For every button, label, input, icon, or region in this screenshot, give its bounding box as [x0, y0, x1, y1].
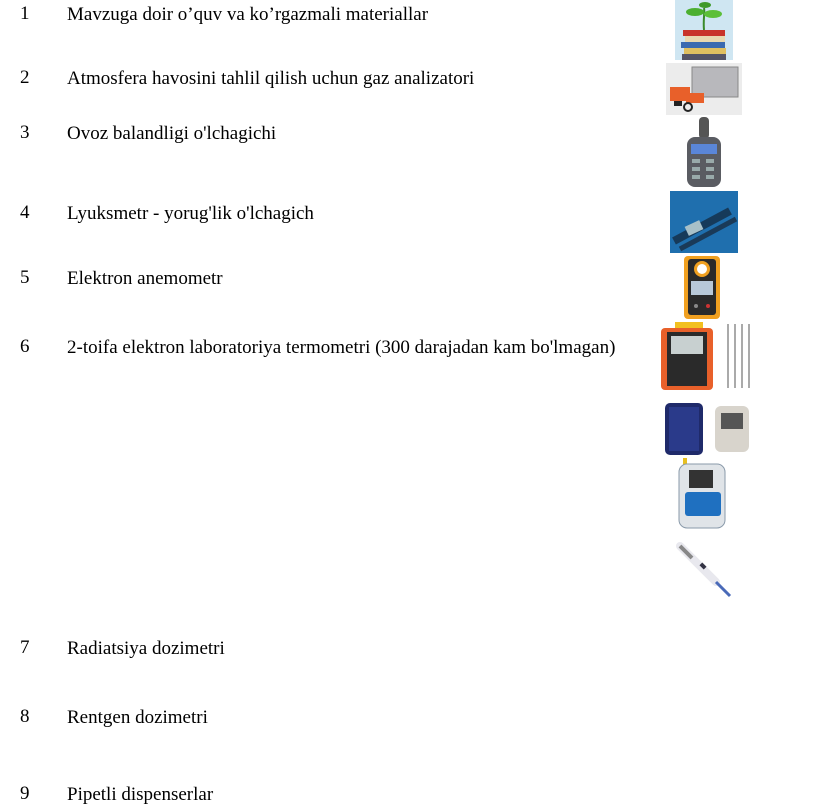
item-label: Ovoz balandligi o'lchagichi: [67, 123, 277, 144]
item-number: 6: [20, 336, 30, 357]
item-label: Radiatsiya dozimetri: [67, 638, 225, 659]
item-label: Mavzuga doir o’quv va ko’rgazmali materiallar: [67, 4, 429, 25]
luxmeter-image: [670, 191, 738, 253]
item-label: 2-toifa elektron laboratoriya termometri (300 darajadan kam bo'lmagan): [67, 337, 616, 358]
anemometer-image: [684, 256, 720, 319]
item-number: 1: [20, 3, 30, 24]
item-label: Atmosfera havosini tahlil qilish uchun gaz analizatori: [67, 68, 475, 89]
radiation-dosimeter-image: [665, 401, 751, 457]
pipette-image: [672, 540, 732, 598]
item-label: Lyuksmetr - yorug'lik o'lchagich: [67, 203, 314, 224]
thermometer-image: [661, 320, 753, 392]
item-number: 9: [20, 783, 30, 804]
item-number: 5: [20, 267, 30, 288]
item-label: Rentgen dozimetri: [67, 707, 208, 728]
item-number: 2: [20, 67, 30, 88]
item-number: 3: [20, 122, 30, 143]
item-number: 4: [20, 202, 30, 223]
item-number: 8: [20, 706, 30, 727]
sound-level-meter-image: [686, 117, 722, 187]
books-plant-image: [675, 0, 733, 60]
gas-analyzer-image: [666, 63, 742, 115]
item-label: Pipetli dispenserlar: [67, 784, 214, 805]
item-number: 7: [20, 637, 30, 658]
item-label: Elektron anemometr: [67, 268, 223, 289]
xray-dosimeter-image: [677, 458, 731, 530]
